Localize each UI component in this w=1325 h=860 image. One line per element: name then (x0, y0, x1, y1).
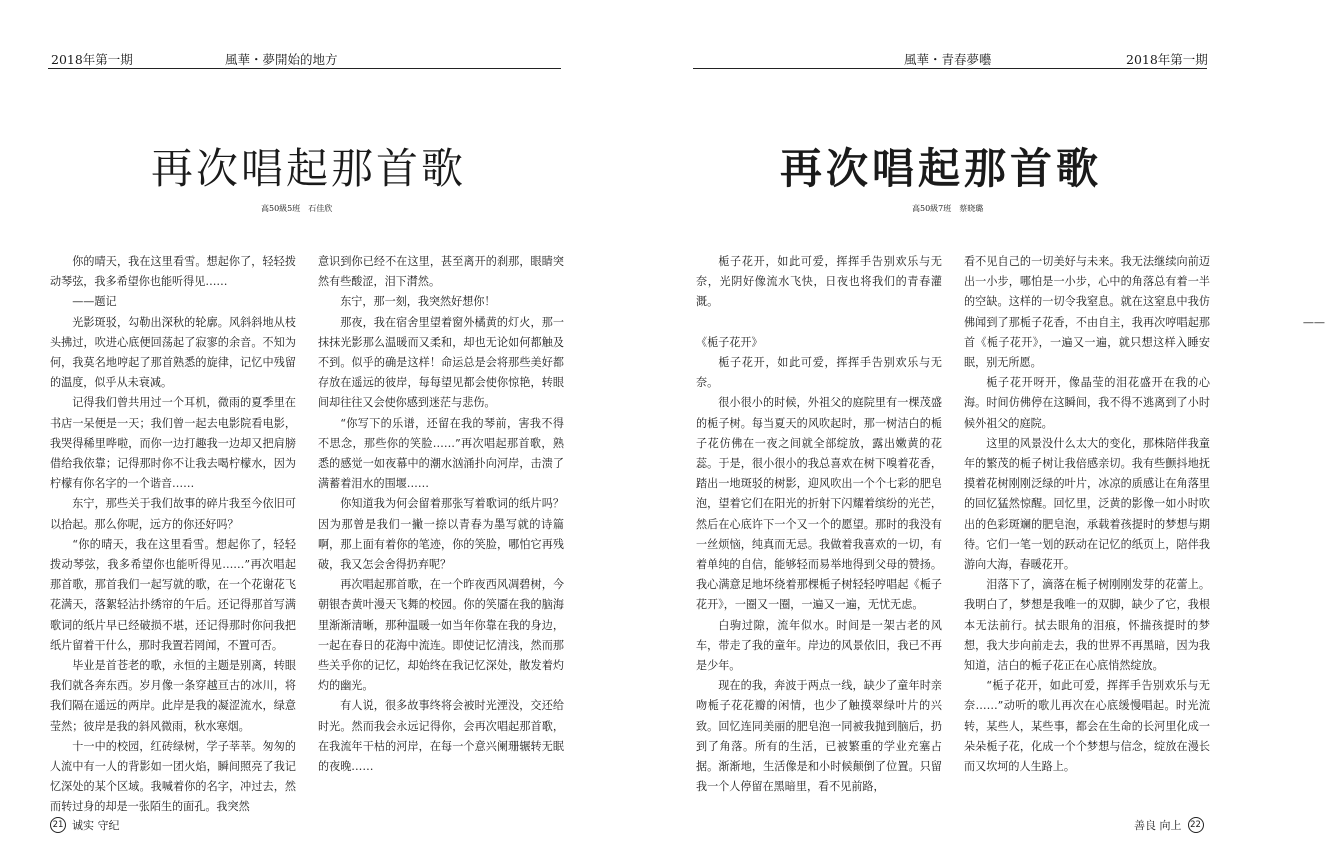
paragraph: 泪落下了，滴落在栀子树刚刚发芽的花蕾上。我明白了，梦想是我唯一的双脚，缺少了它，我根本无法前行。拭去眼角的泪痕，怀揣孩提时的梦想，我大步向前走去，我的世界不再黑暗，因为我知道，洁白的栀子花正在心底悄然绽放。 (964, 578, 1210, 673)
article-title: 再次唱起那首歌 (151, 144, 467, 193)
paragraph: —— (1302, 315, 1325, 329)
paragraph: 意识到你已经不在这里，甚至离开的刹那，眼睛突然有些酸涩，泪下潸然。 (318, 255, 564, 289)
paragraph: “你的晴天，我在这里看雪。想起你了，轻轻拨动琴弦，我多希望你也能听得见……”再次唱起那首歌，那首我们一起写就的歌，在一个花谢花飞花满天，落絮轻沾扑绣帘的午后。还记得那首写满歌词的纸片早已经破损不堪，还记得那时你问我把纸片留着干什么，那时我置若罔闻，不置可否。 (50, 537, 296, 652)
paragraph: 栀子花开，如此可爱，挥挥手告别欢乐与无奈。 (696, 356, 942, 390)
left-page (0, 0, 629, 860)
paragraph: “你写下的乐谱，还留在我的琴前，害我不得不思念，那些你的笑脸……”再次唱起那首歌，熟悉的感觉一如夜幕中的潮水汹涌扑向河岸，击溃了满蓄着泪水的围堰…… (318, 416, 564, 491)
page-number: 21 (50, 817, 66, 833)
paragraph: 记得我们曾共用过一个耳机，微雨的夏季里在书店一呆便是一天；我们曾一起去电影院看电影，我哭得稀里哗啦，而你一边打趣我一边却又把肩膀借给我依靠；记得那时你不让我去喝柠檬水，因为柠檬有你名字的一个谐音…… (50, 396, 296, 491)
paragraph: 《栀子花开》 (696, 335, 763, 349)
right-page (629, 0, 1325, 860)
page-footer (50, 817, 120, 833)
paragraph: 你知道我为何会留着那张写着歌词的纸片吗？因为那曾是我们一撇一捺以青春为墨写就的诗篇啊，那上面有着你的笔迹，你的笑脸，哪怕它再残破，我又怎会舍得扔弃呢？ (318, 497, 564, 572)
footer-motto: 诚实 守纪 (72, 819, 120, 832)
text-column-1 (50, 252, 296, 818)
paragraph: ——题记 (72, 295, 117, 309)
paragraph: 栀子花开呀开，像晶莹的泪花盛开在我的心海。时间仿佛停在这瞬间，我不得不逃离到了小时候外祖父的庭院。 (964, 376, 1210, 430)
page-footer (1134, 817, 1204, 833)
article-title: 再次唱起那首歌 (780, 144, 1103, 193)
paragraph: 栀子花开，如此可爱，挥挥手告别欢乐与无奈，光阴好像流水飞快，日夜也将我们的青春灌溉。 (696, 255, 942, 309)
paragraph: 你的晴天，我在这里看雪。想起你了，轻轻拨动琴弦，我多希望你也能听得见…… (50, 255, 296, 289)
paragraph: 有人说，很多故事终将会被时光湮没，交还给时光。然而我会永远记得你，会再次唱起那首歌，在我流年干枯的河岸，在每一个意兴阑珊辗转无眠的夜晚…… (318, 699, 564, 774)
footer-motto: 善良 向上 (1134, 819, 1182, 832)
author-byline: 高50級5班 石佳欣 (261, 204, 333, 213)
author-byline: 高50級7班 蔡晓璐 (912, 204, 984, 213)
header-rule (693, 68, 1207, 69)
paragraph: 看不见自己的一切美好与未来。我无法继续向前迈出一小步，哪怕是一小步，心中的角落总有着一半的空缺。这样的一切令我窒息。就在这窒息中我仿佛闻到了那栀子花香，不由自主，我再次哼唱起那首《栀子花开》，一遍又一遍，就只想这样入睡安眠，别无所愿。 (964, 255, 1210, 370)
page-number: 22 (1188, 817, 1204, 833)
paragraph: 十一中的校园，红砖绿树，学子莘莘。匆匆的人流中有一人的背影如一团火焰，瞬间照亮了我记忆深处的某个区域。我喊着你的名字，冲过去，然而转过身的却是一张陌生的面孔。我突然 (50, 739, 296, 814)
paragraph: 现在的我，奔波于两点一线，缺少了童年时亲吻栀子花花瓣的闲情，也少了触摸翠绿叶片的兴致。回忆连同美丽的肥皂泡一同被我抛到脑后，扔到了角落。所有的生活，已被繁重的学业充塞占据。渐渐地，生活像是和小时候颠倒了位置。只留我一个人停留在黑暗里，看不见前路， (696, 679, 942, 794)
header-rule (48, 68, 561, 69)
paragraph: “栀子花开，如此可爱，挥挥手告别欢乐与无奈……”动听的歌儿再次在心底缓慢唱起。时光流转，某些人，某些事，都会在生命的长河里化成一朵朵栀子花，化成一个个梦想与信念，绽放在漫长而又坎坷的人生路上。 (964, 679, 1210, 774)
paragraph: 很小很小的时候，外祖父的庭院里有一棵茂盛的栀子树。每当夏天的风吹起时，那一树洁白的栀子花仿佛在一夜之间就全部绽放，露出嫩黄的花蕊。于是，很小很小的我总喜欢在树下嗅着花香，踏出一地斑驳的树影，迎风吹出一个个七彩的肥皂泡，望着它们在阳光的折射下闪耀着缤纷的光芒，然后在心底许下一个又一个的愿望。那时的我没有一丝烦恼，纯真而无忌。我做着我喜欢的一切，有着单纯的自信，能够轻而易举地得到父母的赞扬。我心满意足地坏绕着那棵栀子树轻轻哼唱起《栀子花开》，一圈又一圈，一遍又一遍，无忧无虑。 (696, 396, 942, 612)
paragraph: 那夜，我在宿舍里望着窗外橘黄的灯火，那一抹抹光影那么温暖而又柔和，却也无论如何都触及不到。似乎的确是这样！命运总是会将那些美好都存放在遥远的彼岸，每每望见都会使你惊艳，转眼间却往往又会使你感到迷茫与悲伤。 (318, 315, 564, 410)
paragraph: 东宁，那一刻，我突然好想你！ (340, 295, 496, 309)
paragraph: 再次唱起那首歌，在一个昨夜西风凋碧树，今朝银杏黄叶漫天飞舞的校园。你的笑靥在我的脑海里渐渐清晰，那种温暖一如当年你靠在我的身边，一起在春日的花海中流连。即使记忆清浅，然而那些关乎你的记忆，却始终在我记忆深处，散发着灼灼的幽光。 (318, 578, 564, 693)
text-column-2 (964, 252, 1210, 777)
text-column-2 (318, 252, 564, 777)
paragraph: 这里的风景没什么太大的变化，那株陪伴我童年的繁茂的栀子树让我倍感亲切。我有些颤抖地抚摸着花树刚刚泛绿的叶片，冰凉的质感让在角落里的回忆猛然惊醒。回忆里，泛黄的影像一如小时吹出的色彩斑斓的肥皂泡，承载着孩提时的梦想与期待。它们一笔一划的跃动在记忆的纸页上，陪伴我游向大海，春暖花开。 (964, 436, 1210, 572)
issue-label: 2018年第一期 (51, 52, 133, 67)
paragraph: 毕业是首苍老的歌，永恒的主题是别离，转眼我们就各奔东西。岁月像一条穿越亘古的冰川，将我们隔在遥远的两岸。此岸是我的凝涩流水，绿意莹然；彼岸是我的斜风微雨，秋水寒烟。 (50, 659, 296, 733)
paragraph: 光影斑驳，勾勒出深秋的轮廓。风斜斜地从枝头拂过，吹进心底便回荡起了寂寥的余音。不知为何，我莫名地哼起了那首熟悉的旋律，记忆中残留的温度，似乎从未衰减。 (50, 315, 296, 390)
issue-label: 2018年第一期 (1126, 52, 1208, 67)
section-label: 風華・夢開始的地方 (225, 52, 338, 67)
paragraph: 东宁，那些关于我们故事的碎片我至今依旧可以拾起。那么你呢，远方的你还好吗？ (50, 497, 296, 531)
paragraph: 白驹过隙，流年似水。时间是一架古老的风车，带走了我的童年。岸边的风景依旧，我已不再是少年。 (696, 618, 942, 673)
section-label: 風華・青春夢囈 (904, 52, 992, 67)
